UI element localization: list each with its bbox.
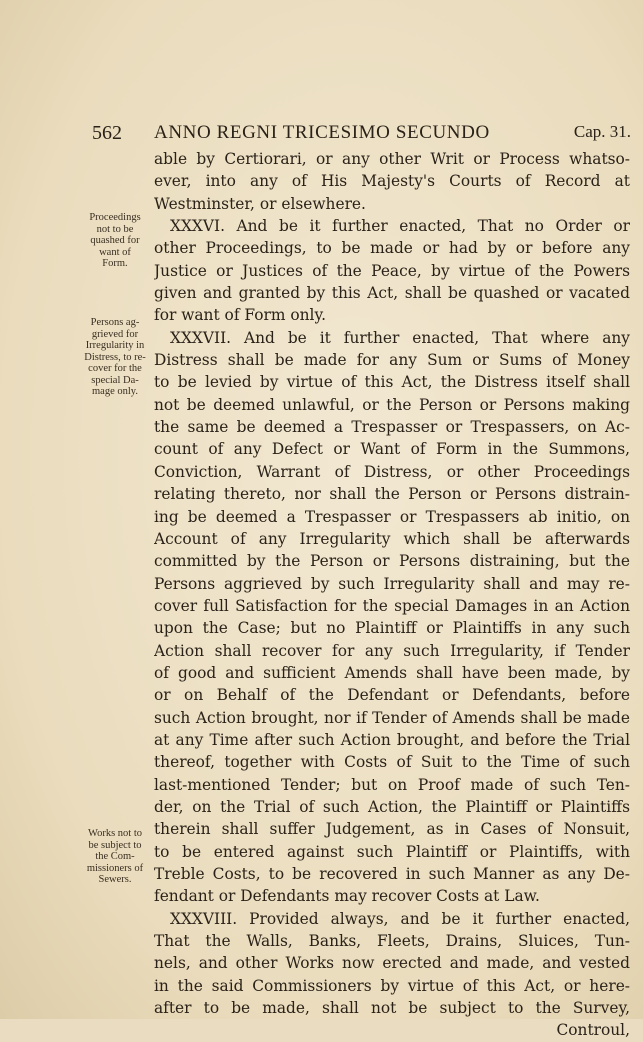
text-line: the same be deemed a Trespasser or Trespassers, on Ac- [154,418,630,437]
text-line: in the said Commissioners by virtue of this Act, or here- [154,976,630,995]
text-line: of good and sufficient Amends shall have been made, by [154,663,630,682]
text-line: Conviction, Warrant of Distress, or other Proceedings [154,462,630,481]
text-line: Treble Costs, to be recovered in such Manner as any De- [154,865,630,883]
section-xxxvii-start: XXXVII. And be it further enacted, That where any [170,328,630,347]
margin-note-line: Sewers. [98,874,132,885]
text-line: therein shall suffer Judgement, as in Cases of Nonsuit, [154,820,630,839]
text-line: such Action brought, nor if Tender of Amends shall be made [154,708,630,727]
text-line: That the Walls, Banks, Fleets, Drains, Sluices, Tun- [154,932,630,951]
margin-note-line: special Da- [91,374,139,386]
margin-note-line: Persons ag- [90,317,140,328]
margin-note-line: missioners of [86,862,144,874]
margin-note-line: cover for the [88,363,142,374]
margin-note-line: mage only. [92,386,138,397]
text-line: to be entered against such Plaintiff or Plaintiffs, with [154,842,630,861]
text-line: at any Time after such Action brought, and before the Trial [154,730,630,749]
running-title: ANNO REGNI TRICESIMO SECUNDO [154,122,490,143]
text-line: ing be deemed a Trespasser or Trespassers ab initio, on [154,507,630,526]
text-line: upon the Case; but no Plaintiff or Plaintiffs in any such [154,619,630,638]
text-line: relating thereto, nor shall the Person or Persons distrain- [154,485,630,504]
text-line: count of any Defect or Want of Form in the Summons, [154,440,630,459]
text-line: Account of any Irregularity which shall be afterwards [154,529,630,548]
text-line: to be levied by virtue of this Act, the Distress itself shall [154,373,630,392]
text-line: committed by the Person or Persons distraining, but the [154,552,630,571]
margin-note-line: not to be [96,223,134,235]
section-xxxviii-start: XXXVIII. Provided always, and be it further enacted, [170,909,630,928]
margin-note-line: Irregularity in [85,340,145,351]
margin-note-proceedings [78,212,152,270]
text-line: Action shall recover for any such Irregularity, if Tender [154,641,630,660]
margin-note-line: Proceedings [89,212,141,223]
text-line: or on Behalf of the Defendant or Defendants, before [154,686,630,705]
text-line: cover full Satisfaction for the special Damages in an Action [154,596,630,615]
text-line: Westminster, or elsewhere. [154,194,366,213]
text-line: Distress shall be made for any Sum or Sums of Money [154,351,630,370]
margin-note-persons-aggrieved [78,317,152,398]
text-line: not be deemed unlawful, or the Person or Persons making [154,395,630,414]
statute-body-text [154,148,630,1042]
page-header [92,118,631,148]
margin-note-line: Distress, to re- [84,351,146,363]
text-line: ever, into any of His Majesty's Courts of Record at [154,172,630,191]
margin-note-works [78,828,152,886]
text-line: able by Certiorari, or any other Writ or Process whatso- [154,150,630,168]
text-line: nels, and other Works now erected and made, and vested [154,954,630,973]
margin-note-line: Works not to [88,828,142,839]
text-line: Justice or Justices of the Peace, by virtue of the Powers [154,261,630,280]
text-line: after to be made, shall not be subject to the Survey, [154,999,630,1018]
margin-note-line: the Com- [95,851,135,862]
chapter-reference: Cap. 31. [573,122,631,141]
catchword: Controul, [556,1021,630,1040]
margin-note-line: grieved for [91,328,139,340]
text-line: last-mentioned Tender; but on Proof made of such Ten- [154,775,630,794]
text-line: for want of Form only. [154,306,326,325]
text-line: der, on the Trial of such Action, the Plaintiff or Plaintiffs [154,797,630,816]
page-number: 562 [92,122,122,144]
text-line: given and granted by this Act, shall be quashed or vacated [154,284,630,303]
margin-note-line: Form. [102,258,128,269]
text-line: other Proceedings, to be made or had by or before any [154,239,630,258]
margin-note-line: be subject to [88,839,142,851]
section-xxxvi-start: XXXVI. And be it further enacted, That no Order or [170,217,630,236]
margin-note-line: want of [99,246,131,258]
text-line: thereof, together with Costs of Suit to the Time of such [154,753,630,772]
margin-note-line: quashed for [90,235,140,246]
text-line: Persons aggrieved by such Irregularity shall and may re- [154,574,630,593]
text-line: fendant or Defendants may recover Costs at Law. [154,887,540,906]
